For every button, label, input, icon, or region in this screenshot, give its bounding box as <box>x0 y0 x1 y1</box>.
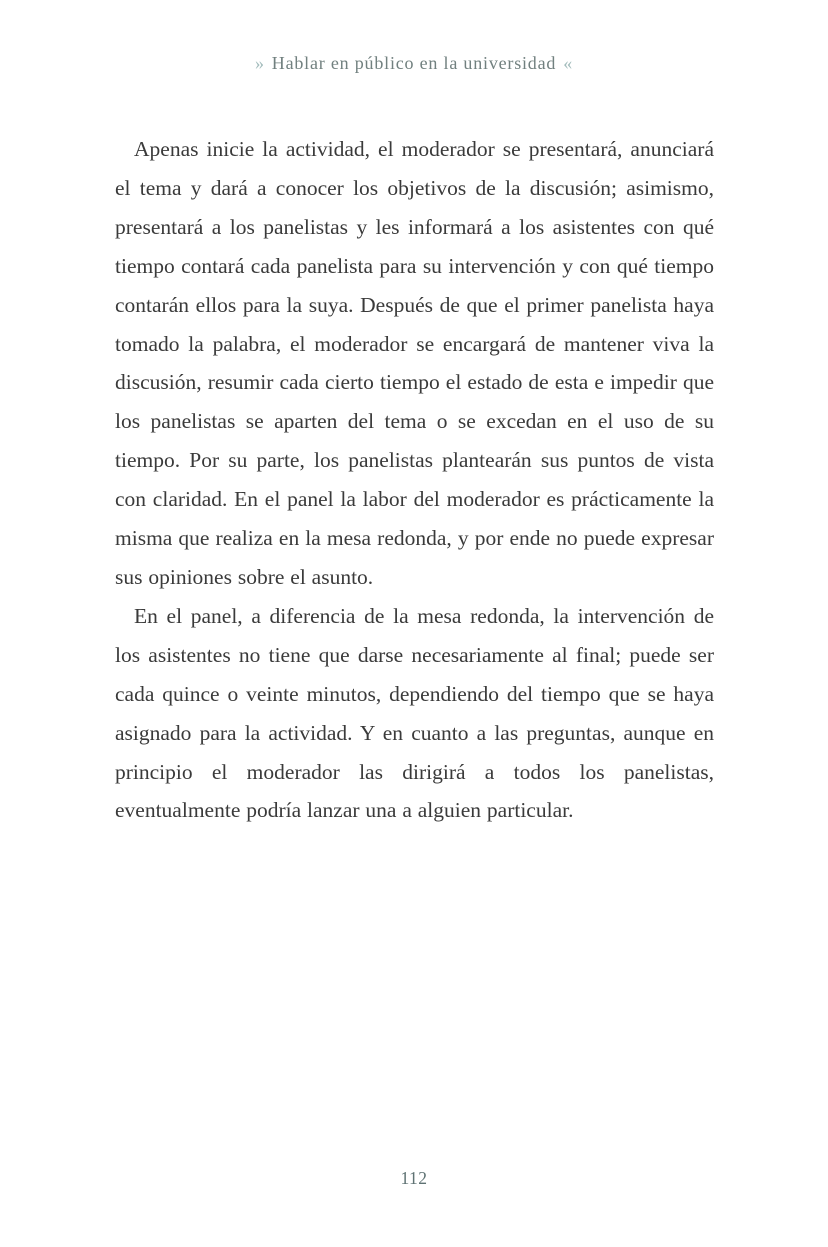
page-body <box>115 130 714 830</box>
running-header-title: Hablar en público en la universidad <box>271 53 557 73</box>
right-guillemet-icon: « <box>563 53 574 73</box>
paragraph-1: Apenas inicie la actividad, el moderador se presentará, anunciará el tema y dará a conocer los objetivos de la discusión; asimismo, presentará a los panelistas y les informará a los asistentes con qué tiempo contará cada panelista para su intervención y con qué tiempo contarán ellos para la suya. Después de que el primer panelista haya tomado la palabra, el moderador se encargará de mantener viva la discusión, resumir cada cierto tiempo el estado de esta e impedir que los panelistas se aparten del tema o se excedan en el uso de su tiempo. Por su parte, los panelistas plantearán sus puntos de vista con claridad. En el panel la labor del moderador es prácticamente la misma que realiza en la mesa redonda, y por ende no puede expresar sus opiniones sobre el asunto. <box>115 137 714 589</box>
left-guillemet-icon: » <box>254 53 265 73</box>
running-header <box>0 53 828 74</box>
paragraph-2: En el panel, a diferencia de la mesa redonda, la intervención de los asistentes no tiene que darse necesariamente al final; puede ser cada quince o veinte minutos, dependiendo del tiempo que se haya asignado para la actividad. Y en cuanto a las preguntas, aunque en principio el moderador las dirigirá a todos los panelistas, eventualmente podría lanzar una a alguien particular. <box>115 603 714 823</box>
page-number: 112 <box>400 1168 428 1188</box>
